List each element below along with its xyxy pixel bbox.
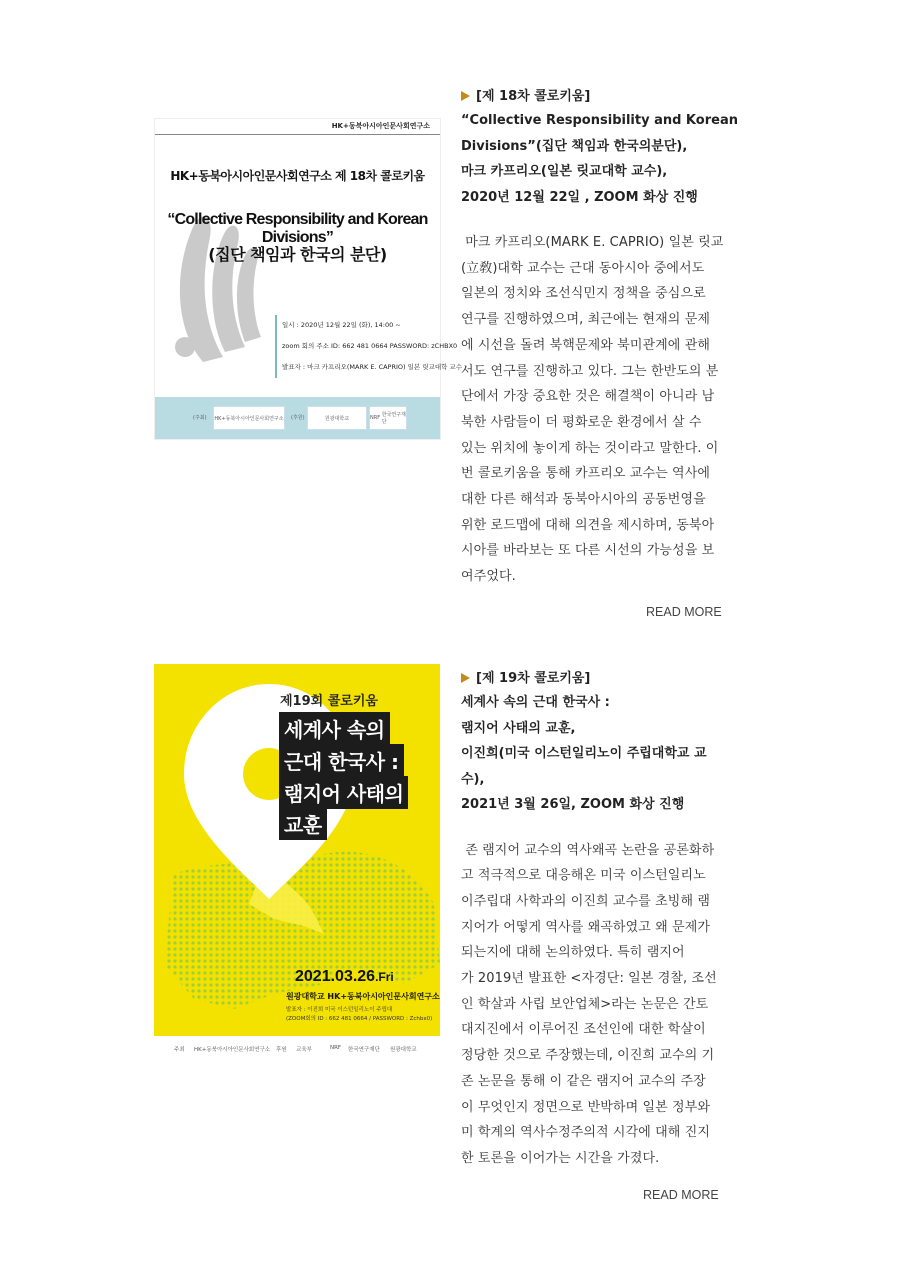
- body-line: 있는 위치에 놓이게 하는 것이라고 말한다. 이: [461, 440, 719, 456]
- poster-org-label: HK+동북아시아인문사회연구소: [331, 122, 430, 130]
- poster-title: “Collective Responsibility and Korean Divisions”: [167, 211, 428, 246]
- poster-info-date: 일시 : 2020년 12월 22일 (화), 14:00 ~: [275, 315, 462, 336]
- body-line: 마크 카프리오(MARK E. CAPRIO) 일본 릿교: [461, 235, 724, 250]
- body-line: 미 학계의 역사수정주의적 시각에 대해 진지: [461, 1125, 711, 1141]
- poster-host-label: 주최: [174, 1047, 185, 1053]
- body-line: 이주립대 사학과의 이진희 교수를 초빙해 램: [461, 893, 711, 909]
- read-more-link[interactable]: READ MORE: [643, 1188, 719, 1202]
- poster-host-label: (주최): [193, 415, 207, 421]
- body-line: 여주었다.: [461, 569, 516, 585]
- body-line: 한 토론을 이어가는 시간을 가졌다.: [461, 1150, 660, 1166]
- header-line: 이진희(미국 이스턴일리노이 주립대학교 교: [461, 746, 707, 761]
- body-line: 대한 다른 해석과 동북아시아의 공동번영을: [461, 492, 706, 508]
- colloquium-header: [461, 108, 746, 210]
- wonkwang-logo: 원광대학교: [390, 1047, 417, 1053]
- poster-heading: HK+동북아시아인문사회연구소 제 18차 콜로키움: [170, 169, 425, 183]
- header-line: 2021년 3월 26일, ZOOM 화상 진행: [461, 797, 685, 812]
- poster-title-line: 교훈: [279, 807, 327, 840]
- poster-title-line: 근대 한국사 :: [279, 744, 404, 777]
- body-line: 되는지에 대해 논의하였다. 특히 램지어: [461, 945, 685, 961]
- body-line: 정당한 것으로 주장했는데, 이진희 교수의 기: [461, 1048, 715, 1064]
- header-line: 수),: [461, 771, 485, 787]
- header-line: 마크 카프리오(일본 릿교대학 교수),: [461, 164, 668, 179]
- colloquium-body: [461, 230, 746, 590]
- poster-divider: [155, 134, 440, 135]
- poster-title-line: 세계사 속의: [279, 712, 390, 745]
- body-line: 대지진에서 이루어진 조선인에 대한 학살이: [461, 1022, 706, 1038]
- colloquium-19-poster[interactable]: [154, 664, 440, 1062]
- host-logo: HK+동북아시아인문사회연구소: [213, 406, 285, 430]
- body-line: 에 시선을 돌려 북핵문제와 북미관계에 관해: [461, 337, 711, 353]
- colloquium-tag: [제 19차 콜로키움]: [461, 667, 746, 686]
- nrf-logo: NRF 한국연구재단: [369, 406, 407, 430]
- header-line: “Collective Responsibility and Korean: [461, 113, 738, 128]
- colloquium-header: [461, 690, 746, 818]
- host-logo: HK+동북아시아인문사회연구소: [194, 1047, 271, 1053]
- poster-meta-zoom: (ZOOM회의 ID : 662 481 0664 / PASSWORD : Zchbx0): [286, 1016, 433, 1022]
- body-line: 인 학살과 사립 보안업체>라는 논문은 간토: [461, 996, 709, 1012]
- body-line: 시아를 바라보는 또 다른 시선의 가능성을 보: [461, 543, 715, 559]
- body-line: 번 콜로키움을 통해 카프리오 교수는 역사에: [461, 466, 711, 482]
- colloquium-18-poster[interactable]: [154, 118, 462, 440]
- poster-sponsor-bar: [154, 1036, 440, 1062]
- body-line: 고 적극적으로 대응해온 미국 이스턴일리노: [461, 868, 706, 884]
- nrf-logo: NRF: [330, 1045, 342, 1051]
- poster-sponsor-label: (후원): [291, 415, 305, 421]
- read-more-link[interactable]: READ MORE: [646, 605, 722, 619]
- colloquium-tag: [제 18차 콜로키움]: [461, 85, 746, 104]
- header-line: Divisions”(집단 책임과 한국의분단),: [461, 138, 688, 154]
- body-line: 서도 연구를 진행하고 있다. 그는 한반도의 분: [461, 363, 719, 379]
- body-line: 일본의 정치와 조선식민지 정책을 중심으로: [461, 286, 706, 302]
- poster-subtitle: (집단 책임과 한국의 분단): [208, 245, 387, 264]
- poster-meta: [286, 1006, 432, 1024]
- body-line: 이 무엇인지 정면으로 반박하며 일본 정부와: [461, 1099, 711, 1115]
- header-line: 세계사 속의 근대 한국사 :: [461, 695, 610, 710]
- poster-info-speaker: 발표자 : 마크 카프리오(MARK E. CAPRIO) 일본 릿교대학 교수: [275, 357, 462, 378]
- triangle-bullet-icon: [461, 91, 470, 101]
- body-line: 북한 사람들이 더 평화로운 환경에서 살 수: [461, 414, 702, 430]
- body-line: 연구를 진행하였으며, 최근에는 현재의 문제: [461, 312, 711, 328]
- poster-meta-speaker: 발표자 : 이진희 미국 이스턴일리노이 주립대: [286, 1007, 393, 1013]
- colloquium-18-text: [461, 85, 746, 590]
- header-line: 2020년 12월 22일 , ZOOM 화상 진행: [461, 189, 698, 205]
- poster-organizer: 원광대학교 HK+동북아시아인문사회연구소: [286, 992, 440, 1001]
- body-line: 가 2019년 발표한 <자경단: 일본 경찰, 조선: [461, 971, 717, 987]
- poster-sponsor-bar: [155, 397, 440, 439]
- poster-kicker: 제19회 콜로키움: [280, 694, 378, 709]
- body-line: (立敎)대학 교수는 근대 동아시아 중에서도: [461, 260, 705, 276]
- poster-info-zoom: zoom 회의 주소 ID: 662 481 0664 PASSWORD: zCHBX0: [275, 336, 462, 357]
- body-line: 지어가 어떻게 역사를 왜곡하였고 왜 문제가: [461, 919, 711, 935]
- poster-info-list: [275, 315, 462, 378]
- colloquium-body: [461, 838, 746, 1172]
- header-line: 램지어 사태의 교훈,: [461, 720, 576, 736]
- poster-date: 2021.03.26.Fri: [295, 968, 394, 985]
- body-line: 단에서 가장 중요한 것은 해결책이 아니라 남: [461, 389, 715, 405]
- triangle-bullet-icon: [461, 673, 470, 683]
- nrf-logo-label: 한국연구재단: [348, 1047, 380, 1053]
- poster-title-line: 램지어 사태의: [279, 776, 408, 809]
- poster-sponsor-label: 후원: [276, 1047, 287, 1053]
- moe-logo: 교육부: [296, 1047, 312, 1053]
- wonkwang-logo: 원광대학교: [307, 406, 367, 430]
- colloquium-19-text: [461, 667, 746, 1172]
- body-line: 존 논문을 통해 이 같은 램지어 교수의 주장: [461, 1073, 706, 1089]
- body-line: 존 램지어 교수의 역사왜곡 논란을 공론화하: [461, 842, 715, 858]
- body-line: 위한 로드맵에 대해 의견을 제시하며, 동북아: [461, 517, 715, 533]
